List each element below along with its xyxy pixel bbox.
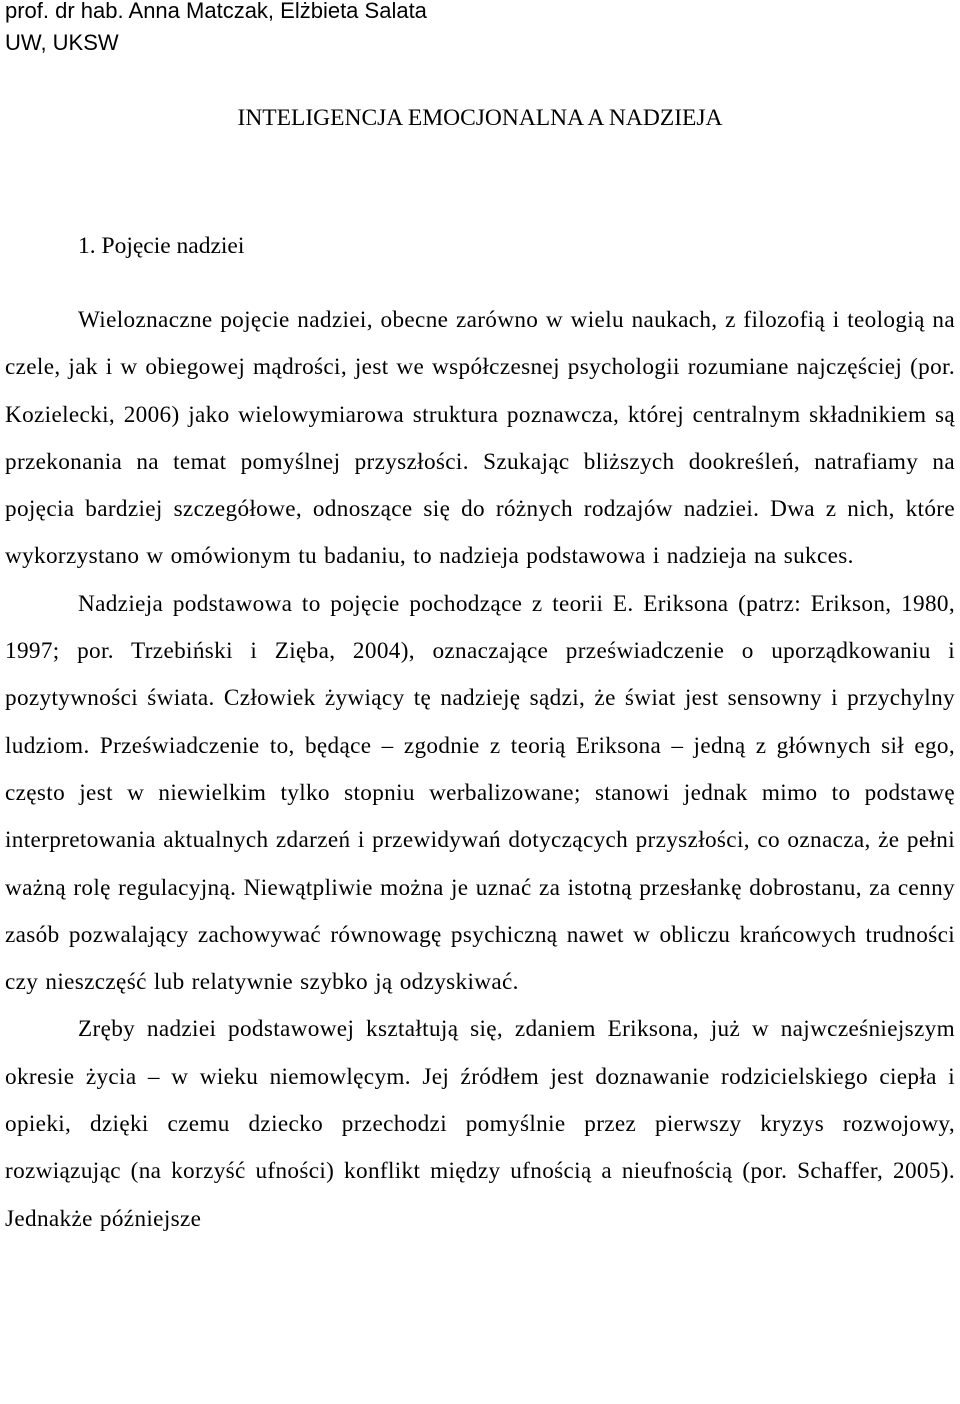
paragraph-3: Zręby nadziei podstawowej kształtują się, zdaniem Eriksona, już w najwcześniejszym okresie życia – w wieku niemowlęcym. Jej źródłem jest doznawanie rodzicielskiego ciepła i opieki, dzięki czemu dziecko przechodzi pomyślnie przez pierwszy kryzys rozwojowy, rozwiązując (na korzyść ufności) konflikt między ufnością a nieufnością (por. Schaffer, 2005). Jednakże późniejsze bbox=[5, 1016, 955, 1232]
header bbox=[5, 0, 955, 59]
paragraph-1: Wieloznaczne pojęcie nadziei, obecne zarówno w wielu naukach, z filozofią i teologią na czele, jak i w obiegowej mądrości, jest we współczesnej psychologii rozumiane najczęściej (por. Kozielecki, 2006) jako wielowymiarowa struktura poznawcza, której centralnym składnikiem są przekonania na temat pomyślnej przyszłości. Szukając bliższych dookreśleń, natrafiamy na pojęcia bardziej szczegółowe, odnoszące się do różnych rodzajów nadziei. Dwa z nich, które wykorzystano w omówionym tu badaniu, to nadzieja podstawowa i nadzieja na sukces. bbox=[5, 307, 955, 570]
paper-title: INTELIGENCJA EMOCJONALNA A NADZIEJA bbox=[237, 105, 723, 131]
affiliation-line: UW, UKSW bbox=[5, 30, 119, 55]
authors-line: prof. dr hab. Anna Matczak, Elżbieta Salata bbox=[5, 0, 427, 23]
section-heading: 1. Pojęcie nadziei bbox=[78, 233, 245, 259]
section-body bbox=[5, 297, 955, 1243]
paragraph-2: Nadzieja podstawowa to pojęcie pochodzące z teorii E. Eriksona (patrz: Erikson, 1980, 1997; por. Trzebiński i Zięba, 2004), oznaczające przeświadczenie o uporządkowaniu i pozytywności świata. Człowiek żywiący tę nadzieję sądzi, że świat jest sensowny i przychylny ludziom. Przeświadczenie to, będące – zgodnie z teorią Eriksona – jedną z głównych sił ego, często jest w niewielkim tylko stopniu werbalizowane; stanowi jednak mimo to podstawę interpretowania aktualnych zdarzeń i przewidywań dotyczących przyszłości, co oznacza, że pełni ważną rolę regulacyjną. Niewątpliwie można je uznać za istotną przesłankę dobrostanu, za cenny zasób pozwalający zachowywać równowagę psychiczną nawet w obliczu krańcowych trudności czy nieszczęść lub relatywnie szybko ją odzyskiwać. bbox=[5, 590, 955, 996]
